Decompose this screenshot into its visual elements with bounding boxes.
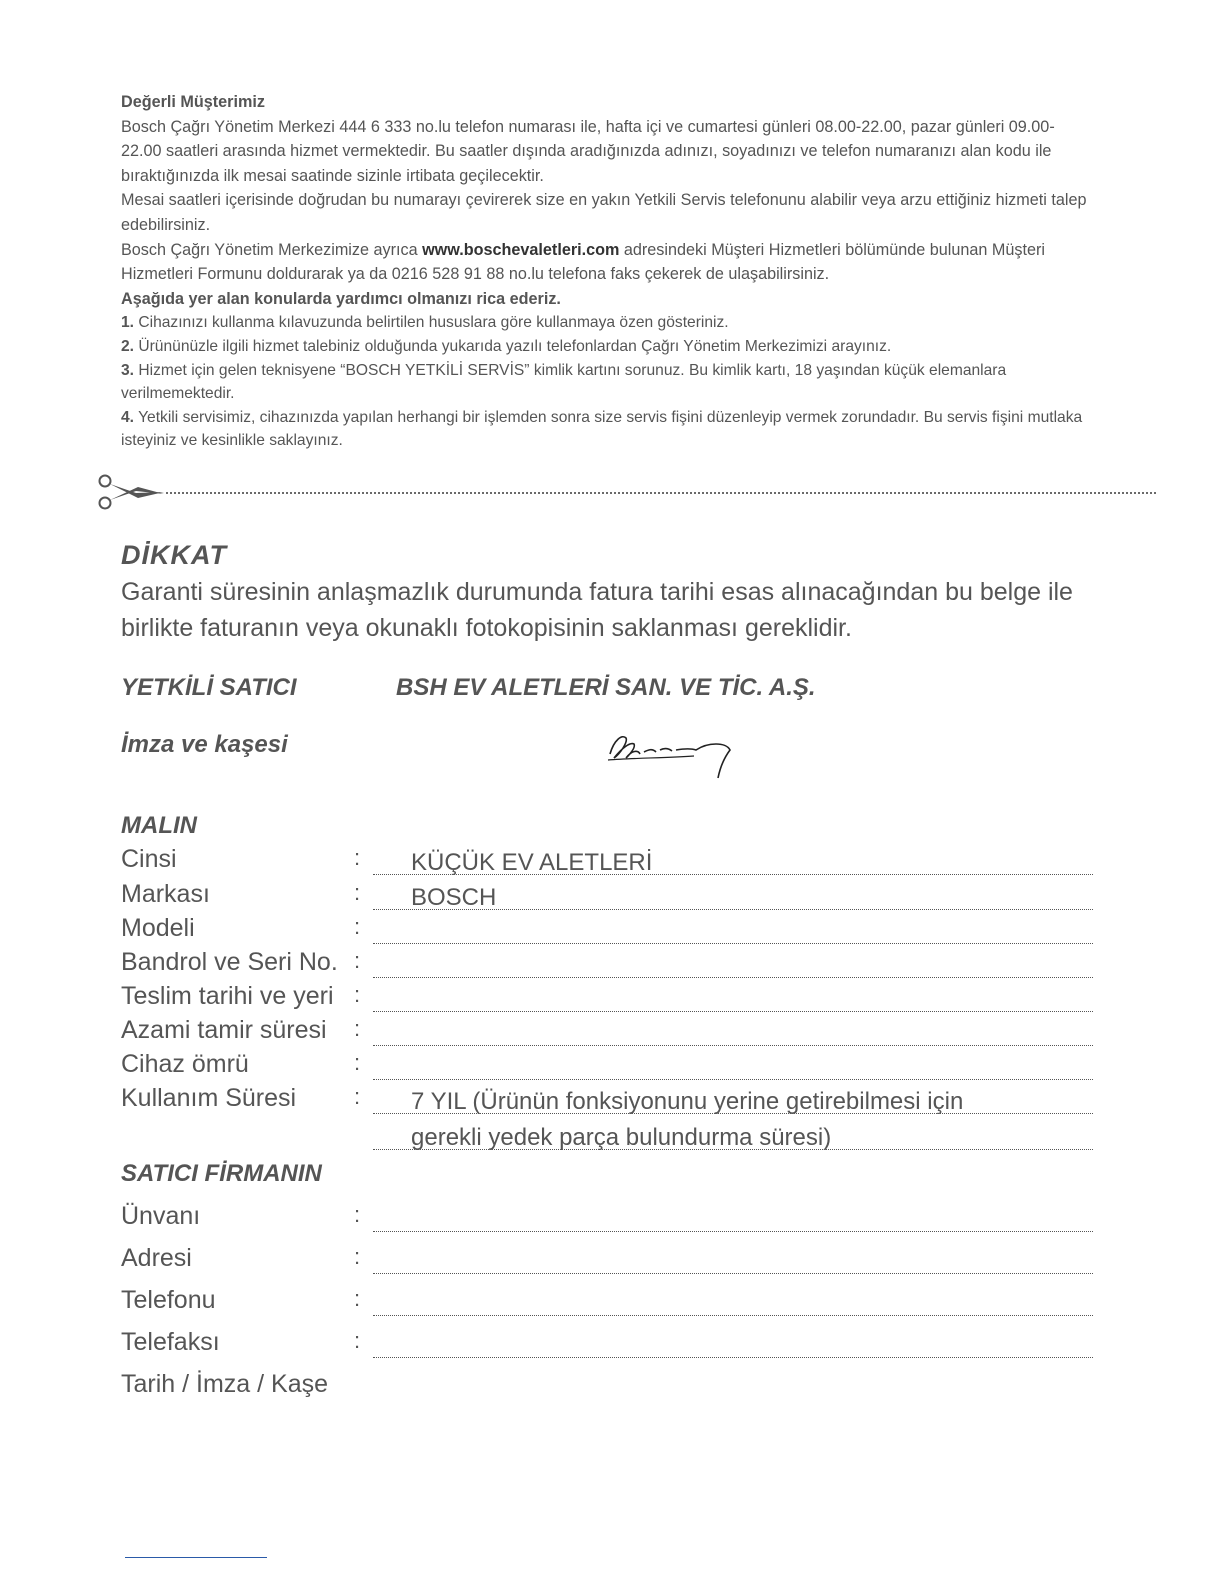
field-label: Cinsi: [121, 845, 177, 873]
field-value: gerekli yedek parça bulundurma süresi): [411, 1124, 832, 1151]
field-colon: :: [354, 845, 361, 870]
field-colon: :: [354, 914, 361, 939]
field-line[interactable]: [373, 1315, 1093, 1316]
info-paragraph-web: [121, 238, 1093, 287]
field-colon: :: [354, 1244, 361, 1269]
product-row-usage-period-cont: [121, 1120, 1093, 1154]
field-line[interactable]: [373, 1045, 1093, 1046]
list-item-text: Hizmet için gelen teknisyene “BOSCH YETKİLİ SERVİS” kimlik kartını sorunuz. Bu kimlik kartı, 18 yaşından küçük elemanlara verilmemektedir.: [121, 361, 1007, 403]
product-row-model: [121, 914, 1093, 948]
field-label: Telefaksı: [121, 1328, 220, 1356]
field-label: Tarih / İmza / Kaşe: [121, 1370, 329, 1398]
firm-row-fax: [121, 1328, 1093, 1362]
info-title: Değerli Müşterimiz: [121, 93, 265, 111]
firm-row-date-signature: [121, 1370, 1093, 1404]
signature-image: [604, 728, 734, 784]
field-line[interactable]: [373, 1357, 1093, 1358]
field-colon: :: [354, 982, 361, 1007]
info-paragraph-service: Mesai saatleri içerisinde doğrudan bu numarayı çevirerek size en yakın Yetkili Servis telefonunu alabilir veya arzu ettiğiniz hizmeti talep edebilirsiniz.: [121, 191, 1087, 234]
field-line[interactable]: [373, 943, 1093, 944]
seller-firm-heading: SATICI FİRMANIN: [121, 1160, 322, 1187]
field-label: Cihaz ömrü: [121, 1050, 249, 1078]
field-line[interactable]: [373, 1273, 1093, 1274]
list-item: [121, 406, 1093, 453]
field-value: KÜÇÜK EV ALETLERİ: [411, 849, 653, 876]
help-heading: Aşağıda yer alan konularda yardımcı olmanızı rica ederiz.: [121, 289, 561, 308]
field-label: Modeli: [121, 914, 195, 942]
product-row-serial: [121, 948, 1093, 982]
customer-info-section: [121, 90, 1093, 453]
field-label: Teslim tarihi ve yeri: [121, 982, 334, 1010]
authorized-seller-label: YETKİLİ SATICI: [121, 674, 297, 701]
field-colon: :: [354, 1084, 361, 1109]
field-value: 7 YIL (Ürünün fonksiyonunu yerine getirebilmesi için: [411, 1088, 964, 1115]
list-item: [121, 311, 1093, 335]
info-paragraph-hours: Bosch Çağrı Yönetim Merkezi 444 6 333 no.lu telefon numarası ile, hafta içi ve cumartesi günleri 08.00-22.00, pazar günleri 09.00-22.00 saatleri arasında hizmet vermektedir. Bu saatler dışında aradığınızda adınızı, soyadınızı ve telefon numaranızı alan kodu ile bıraktığınızda ilk mesai saatinde sizinle irtibata geçilecektir.: [121, 117, 1055, 185]
field-colon: :: [354, 1050, 361, 1075]
field-colon: :: [354, 948, 361, 973]
field-label: Telefonu: [121, 1286, 216, 1314]
product-row-usage-period: [121, 1084, 1093, 1118]
list-item: [121, 335, 1093, 359]
website-link[interactable]: www.boschevaletleri.com: [422, 240, 620, 259]
field-label: Ünvanı: [121, 1202, 201, 1230]
list-item-text: Ürününüzle ilgili hizmet talebiniz olduğunda yukarıda yazılı telefonlardan Çağrı Yönetim Merkezimizi arayınız.: [134, 337, 892, 355]
field-label: Kullanım Süresi: [121, 1084, 297, 1112]
product-row-type: [121, 845, 1093, 879]
product-heading: MALIN: [121, 812, 197, 839]
field-line[interactable]: [373, 1231, 1093, 1232]
field-label: Adresi: [121, 1244, 192, 1272]
field-label: Bandrol ve Seri No.: [121, 948, 338, 976]
list-item-text: Yetkili servisimiz, cihazınızda yapılan herhangi bir işlemden sonra size servis fişini düzenleyip vermek zorundadır. Bu servis fişini mutlaka isteyiniz ve kesinlikle saklayınız.: [121, 408, 1083, 450]
field-colon: :: [354, 880, 361, 905]
notice-title: DİKKAT: [121, 540, 227, 570]
field-line[interactable]: [373, 1079, 1093, 1080]
product-row-delivery: [121, 982, 1093, 1016]
product-row-repair-time: [121, 1016, 1093, 1050]
firm-row-title: [121, 1202, 1093, 1236]
field-colon: :: [354, 1286, 361, 1311]
notice-text: Garanti süresinin anlaşmazlık durumunda fatura tarihi esas alınacağından bu belge ile birlikte faturanın veya okunaklı fotokopisinin saklanması gereklidir.: [121, 578, 1073, 642]
firm-row-phone: [121, 1286, 1093, 1320]
field-line[interactable]: [373, 1011, 1093, 1012]
list-item-number: 2.: [121, 337, 135, 355]
list-item-text: Cihazınızı kullanma kılavuzunda belirtilen hususlara göre kullanmaya özen gösteriniz.: [134, 314, 729, 332]
list-item-number: 3.: [121, 361, 135, 379]
scissors-icon: [96, 470, 170, 514]
seller-company-name: BSH EV ALETLERİ SAN. VE TİC. A.Ş.: [396, 674, 816, 701]
product-row-lifetime: [121, 1050, 1093, 1084]
field-value: BOSCH: [411, 884, 497, 911]
list-item-number: 4.: [121, 408, 135, 426]
field-colon: :: [354, 1202, 361, 1227]
footer-rule: [125, 1557, 267, 1558]
field-colon: :: [354, 1016, 361, 1041]
field-colon: :: [354, 1328, 361, 1353]
list-item-number: 1.: [121, 314, 135, 332]
info-web-pre: Bosch Çağrı Yönetim Merkezimize ayrıca: [121, 240, 423, 259]
field-line[interactable]: [373, 977, 1093, 978]
list-item: [121, 359, 1093, 406]
field-label: Markası: [121, 880, 210, 908]
dotted-cut-guide: [166, 492, 1156, 494]
info-web-post: adresindeki Müşteri Hizmetleri bölümünde bulunan Müşteri Hizmetleri Formunu doldurarak ya da 0216 528 91 88 no.lu telefona faks çekerek de ulaşabilirsiniz.: [121, 240, 1045, 284]
signature-label: İmza ve kaşesi: [121, 731, 288, 758]
field-label: Azami tamir süresi: [121, 1016, 327, 1044]
firm-row-address: [121, 1244, 1093, 1278]
product-row-brand: [121, 880, 1093, 914]
cut-line: [96, 470, 1160, 514]
